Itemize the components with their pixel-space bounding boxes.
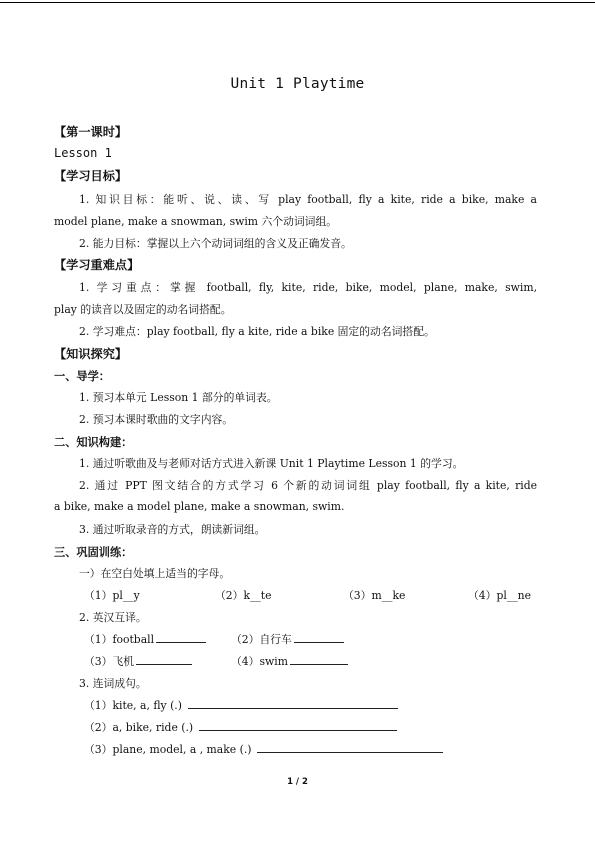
section2-heading: 二、知识构建： bbox=[54, 435, 133, 449]
answer-blank[interactable] bbox=[188, 699, 398, 709]
answer-blank[interactable] bbox=[294, 633, 344, 643]
part3-heading: 3. 连词成句。 bbox=[79, 677, 147, 690]
part2-item: （3）飞机 bbox=[84, 655, 135, 668]
part3-item: （2）a, bike, ride (.) bbox=[84, 721, 194, 734]
part2-heading: 2. 英汉互译。 bbox=[79, 611, 147, 624]
part2-item: （2）自行车 bbox=[231, 633, 292, 646]
keypoints-item1-line1: 1. 学习重点：掌握 football, fly, kite, ride, bike, model, plane, make, swim, bbox=[79, 281, 537, 294]
part3-item-row bbox=[84, 720, 397, 735]
answer-blank[interactable] bbox=[156, 633, 206, 643]
section2-item1: 1. 通过听歌曲及与老师对话方式进入新课 Unit 1 Playtime Lesson 1 的学习。 bbox=[79, 457, 464, 470]
page-number: 1 / 2 bbox=[287, 777, 308, 787]
part2-item: （1）football bbox=[84, 633, 155, 646]
keypoints-item1-line2: play 的读音以及固定的动名词搭配。 bbox=[54, 303, 232, 316]
section2-item3: 3. 通过听取录音的方式，朗读新词组。 bbox=[79, 523, 266, 536]
part1-item: （2）k__te bbox=[215, 589, 272, 602]
part3-item-row bbox=[84, 742, 443, 757]
part3-item: （3）plane, model, a , make (.) bbox=[84, 743, 252, 756]
answer-blank[interactable] bbox=[257, 743, 443, 753]
keypoints-item2: 2. 学习难点：play football, fly a kite, ride a bike 固定的动名词搭配。 bbox=[79, 325, 435, 338]
part1-item: （4）pl__ne bbox=[468, 589, 531, 602]
lesson-label: Lesson 1 bbox=[54, 146, 112, 160]
answer-blank[interactable] bbox=[290, 655, 348, 665]
section1-heading: 一、导学： bbox=[54, 369, 110, 383]
part1-items-row bbox=[84, 588, 531, 603]
part3-item-row bbox=[84, 698, 398, 713]
top-border bbox=[0, 2, 595, 3]
keypoints-heading: 【学习重难点】 bbox=[54, 258, 140, 272]
part2-item: （4）swim bbox=[231, 655, 288, 668]
goals-item2: 2. 能力目标：掌握以上六个动词词组的含义及正确发音。 bbox=[79, 237, 352, 250]
explore-heading: 【知识探究】 bbox=[54, 347, 128, 361]
part1-heading: 一）在空白处填上适当的字母。 bbox=[79, 567, 231, 580]
answer-blank[interactable] bbox=[199, 721, 397, 731]
answer-blank[interactable] bbox=[136, 655, 192, 665]
part2-row1 bbox=[84, 632, 344, 647]
part2-row2 bbox=[84, 654, 348, 669]
section1-item2: 2. 预习本课时歌曲的文字内容。 bbox=[79, 413, 234, 426]
section2-item2-line2: a bike, make a model plane, make a snowman, swim. bbox=[54, 500, 345, 513]
part1-item: （3）m__ke bbox=[343, 589, 406, 602]
part1-item: （1）pl__y bbox=[84, 589, 140, 602]
document-title: Unit 1 Playtime bbox=[230, 76, 365, 92]
period-heading: 【第一课时】 bbox=[54, 125, 128, 139]
section3-heading: 三、巩固训练： bbox=[54, 545, 133, 559]
goals-item1-line1: 1. 知识目标：能听、说、读、写 play football, fly a kite, ride a bike, make a bbox=[79, 193, 537, 206]
section1-item1: 1. 预习本单元 Lesson 1 部分的单词表。 bbox=[79, 391, 278, 404]
goals-heading: 【学习目标】 bbox=[54, 169, 128, 183]
goals-item1-line2: model plane, make a snowman, swim 六个动词词组。 bbox=[54, 215, 338, 228]
section2-item2-line1: 2. 通过 PPT 图文结合的方式学习 6 个新的动词词组 play football, fly a kite, ride bbox=[79, 479, 537, 492]
part3-item: （1）kite, a, fly (.) bbox=[84, 699, 182, 712]
